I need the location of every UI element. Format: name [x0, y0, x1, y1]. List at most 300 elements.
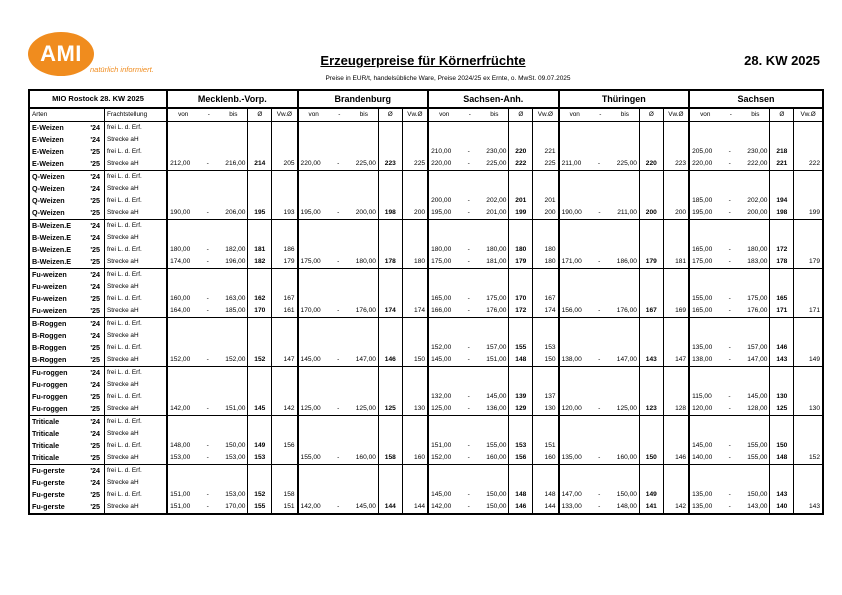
range-dash: - — [728, 148, 731, 155]
freight-term: frei L. d. Erf. — [104, 220, 167, 233]
price-prev-avg — [272, 232, 298, 244]
col-header-von: von — [308, 111, 319, 118]
harvest-year: '24 — [88, 416, 104, 429]
grain-type: Fu-roggen — [29, 403, 88, 416]
price-range — [298, 269, 379, 282]
col-header-dash: - — [207, 111, 210, 118]
price-range — [428, 403, 509, 416]
range-dash: - — [337, 503, 340, 510]
range-dash: - — [206, 209, 209, 216]
price-prev-avg — [272, 220, 298, 233]
price-prev-avg — [533, 477, 559, 489]
grain-type: B-Roggen — [29, 354, 88, 367]
price-to: 160,00 — [616, 454, 637, 461]
price-avg — [509, 171, 533, 184]
price-range — [298, 489, 379, 501]
price-table-body — [29, 90, 823, 514]
price-range-wrap — [431, 244, 506, 256]
price-avg — [378, 232, 402, 244]
table-row — [29, 256, 823, 269]
table-row — [29, 489, 823, 501]
price-range — [298, 391, 379, 403]
price-from: 147,00 — [561, 491, 582, 498]
price-from: 152,00 — [431, 344, 452, 351]
price-range — [298, 134, 379, 146]
price-range-wrap — [301, 501, 376, 513]
price-avg — [639, 195, 663, 207]
price-avg — [639, 416, 663, 429]
price-range-wrap — [692, 403, 767, 415]
price-prev-avg: 181 — [663, 256, 689, 269]
price-prev-avg: 151 — [272, 501, 298, 514]
price-avg: 214 — [248, 158, 272, 171]
logo-slogan: natürlich informiert. — [90, 65, 154, 74]
region-header: Sachsen — [689, 90, 823, 108]
price-prev-avg — [533, 318, 559, 331]
price-prev-avg — [402, 440, 428, 452]
price-range — [428, 318, 509, 331]
price-prev-avg — [533, 428, 559, 440]
price-range — [689, 220, 770, 233]
price-from: 180,00 — [431, 246, 452, 253]
price-avg — [770, 171, 794, 184]
price-range — [167, 220, 248, 233]
grain-type: Q-Weizen — [29, 183, 88, 195]
price-avg — [378, 244, 402, 256]
price-prev-avg — [402, 244, 428, 256]
price-range-wrap — [301, 354, 376, 366]
price-avg — [378, 440, 402, 452]
price-to: 150,00 — [486, 503, 507, 510]
price-range — [167, 146, 248, 158]
price-range — [689, 403, 770, 416]
price-avg — [639, 171, 663, 184]
price-prev-avg — [402, 367, 428, 380]
price-prev-avg: 200 — [663, 207, 689, 220]
price-avg — [378, 220, 402, 233]
price-prev-avg: 180 — [533, 244, 559, 256]
price-avg — [770, 477, 794, 489]
harvest-year: '25 — [90, 404, 101, 413]
price-avg: 140 — [770, 501, 794, 514]
price-prev-avg: 160 — [402, 452, 428, 465]
price-range — [167, 293, 248, 305]
price-from: 190,00 — [561, 209, 582, 216]
col-header-von-bis — [689, 108, 770, 122]
price-range-wrap — [562, 256, 637, 268]
price-to: 225,00 — [616, 160, 637, 167]
price-to: 201,00 — [486, 209, 507, 216]
price-range — [167, 465, 248, 478]
price-range — [689, 158, 770, 171]
price-avg — [378, 416, 402, 429]
price-range — [167, 477, 248, 489]
price-note — [0, 75, 842, 82]
price-avg: 170 — [248, 305, 272, 318]
price-to: 175,00 — [747, 295, 768, 302]
price-prev-avg: 225 — [402, 158, 428, 171]
price-to: 216,00 — [225, 160, 246, 167]
price-range — [298, 183, 379, 195]
col-header-avg: Ø — [378, 108, 402, 122]
range-dash: - — [728, 454, 731, 461]
price-range-wrap — [301, 452, 376, 464]
price-prev-avg: 137 — [533, 391, 559, 403]
price-from: 165,00 — [431, 295, 452, 302]
price-prev-avg — [533, 379, 559, 391]
price-to: 147,00 — [355, 356, 376, 363]
price-avg — [770, 367, 794, 380]
range-dash: - — [467, 295, 470, 302]
col-header-von: von — [178, 111, 189, 118]
price-avg — [509, 379, 533, 391]
price-avg — [770, 269, 794, 282]
range-dash: - — [728, 393, 731, 400]
price-range-wrap — [692, 391, 767, 403]
price-range — [559, 207, 640, 220]
price-range-wrap — [692, 440, 767, 452]
price-avg — [248, 269, 272, 282]
price-prev-avg — [663, 171, 689, 184]
price-range-wrap — [562, 207, 637, 219]
range-dash: - — [728, 295, 731, 302]
col-header-prev-avg: Vw.Ø — [402, 108, 428, 122]
table-row — [29, 428, 823, 440]
corner-label: MIO Rostock 28. KW 2025 — [29, 90, 167, 108]
grain-type: Fu-gerste — [29, 489, 88, 501]
price-from: 175,00 — [431, 258, 452, 265]
price-avg: 144 — [378, 501, 402, 514]
price-avg: 172 — [770, 244, 794, 256]
freight-term: Strecke aH — [104, 354, 167, 367]
price-range — [428, 501, 509, 514]
price-avg — [378, 367, 402, 380]
price-range — [298, 416, 379, 429]
freight-term: Strecke aH — [104, 330, 167, 342]
price-range-wrap — [692, 293, 767, 305]
price-from: 145,00 — [431, 356, 452, 363]
table-row — [29, 305, 823, 318]
col-header-von: von — [569, 111, 580, 118]
harvest-year: '25 — [90, 441, 101, 450]
price-avg — [639, 367, 663, 380]
price-range — [559, 158, 640, 171]
grain-type: E-Weizen — [29, 158, 88, 171]
price-avg — [248, 171, 272, 184]
price-prev-avg — [663, 477, 689, 489]
price-to: 206,00 — [225, 209, 246, 216]
harvest-year: '24 — [90, 233, 101, 242]
price-avg — [639, 220, 663, 233]
freight-term: frei L. d. Erf. — [104, 293, 167, 305]
price-from: 165,00 — [692, 307, 713, 314]
table-row — [29, 195, 823, 207]
price-range — [428, 477, 509, 489]
price-range — [689, 391, 770, 403]
price-prev-avg: 144 — [402, 501, 428, 514]
range-dash: - — [728, 405, 731, 412]
col-header-bis: bis — [229, 111, 238, 118]
price-avg — [639, 318, 663, 331]
price-range — [167, 342, 248, 354]
price-from: 195,00 — [431, 209, 452, 216]
price-avg: 223 — [378, 158, 402, 171]
price-prev-avg: 167 — [533, 293, 559, 305]
range-dash: - — [467, 442, 470, 449]
price-prev-avg — [402, 477, 428, 489]
price-range — [689, 207, 770, 220]
price-prev-avg: 160 — [533, 452, 559, 465]
price-prev-avg — [272, 318, 298, 331]
range-dash: - — [598, 356, 601, 363]
price-range — [167, 428, 248, 440]
price-avg — [248, 183, 272, 195]
price-from: 145,00 — [300, 356, 321, 363]
price-range — [298, 158, 379, 171]
price-range — [559, 134, 640, 146]
price-to: 147,00 — [747, 356, 768, 363]
price-avg: 199 — [509, 207, 533, 220]
price-avg — [770, 379, 794, 391]
table-row — [29, 207, 823, 220]
price-avg — [378, 146, 402, 158]
freight-term: frei L. d. Erf. — [104, 122, 167, 135]
price-avg: 156 — [509, 452, 533, 465]
price-range — [559, 452, 640, 465]
table-row — [29, 452, 823, 465]
range-dash: - — [467, 344, 470, 351]
price-avg — [378, 269, 402, 282]
price-prev-avg: 147 — [663, 354, 689, 367]
range-dash: - — [728, 503, 731, 510]
price-to: 225,00 — [355, 160, 376, 167]
price-prev-avg — [533, 465, 559, 478]
price-to: 145,00 — [486, 393, 507, 400]
price-range — [689, 465, 770, 478]
price-from: 155,00 — [692, 295, 713, 302]
price-range-wrap — [562, 354, 637, 366]
price-range — [167, 134, 248, 146]
price-range — [298, 281, 379, 293]
range-dash: - — [206, 295, 209, 302]
price-avg — [248, 330, 272, 342]
harvest-year: '25 — [90, 196, 101, 205]
price-prev-avg: 150 — [402, 354, 428, 367]
price-prev-avg — [402, 318, 428, 331]
price-range — [167, 403, 248, 416]
price-avg: 162 — [248, 293, 272, 305]
price-to: 222,00 — [747, 160, 768, 167]
price-from: 160,00 — [170, 295, 191, 302]
price-prev-avg: 142 — [272, 403, 298, 416]
harvest-year: '25 — [90, 343, 101, 352]
harvest-year: '24 — [88, 122, 104, 135]
range-dash: - — [598, 307, 601, 314]
table-row — [29, 477, 823, 489]
freight-term: Strecke aH — [104, 501, 167, 514]
price-prev-avg: 161 — [272, 305, 298, 318]
price-range — [559, 183, 640, 195]
price-avg — [770, 465, 794, 478]
price-avg — [378, 391, 402, 403]
price-avg: 220 — [639, 158, 663, 171]
price-avg — [248, 195, 272, 207]
price-from: 190,00 — [170, 209, 191, 216]
freight-term: frei L. d. Erf. — [104, 146, 167, 158]
grain-type: B-Roggen — [29, 342, 88, 354]
price-range-wrap — [170, 354, 245, 366]
freight-term: frei L. d. Erf. — [104, 391, 167, 403]
price-prev-avg — [794, 440, 823, 452]
price-avg: 125 — [378, 403, 402, 416]
price-avg: 149 — [639, 489, 663, 501]
price-to: 186,00 — [616, 258, 637, 265]
price-prev-avg: 147 — [272, 354, 298, 367]
price-from: 135,00 — [692, 503, 713, 510]
price-range — [559, 501, 640, 514]
price-prev-avg: 180 — [402, 256, 428, 269]
price-prev-avg: 221 — [533, 146, 559, 158]
range-dash: - — [337, 356, 340, 363]
price-range — [559, 171, 640, 184]
price-range-wrap — [431, 293, 506, 305]
price-avg: 143 — [770, 489, 794, 501]
col-header-prev-avg: Vw.Ø — [533, 108, 559, 122]
grain-type: B-Weizen.E — [29, 256, 88, 269]
price-avg — [509, 477, 533, 489]
price-range — [167, 318, 248, 331]
price-prev-avg — [794, 293, 823, 305]
col-header-von: von — [700, 111, 711, 118]
price-prev-avg — [663, 269, 689, 282]
freight-term: frei L. d. Erf. — [104, 489, 167, 501]
col-header-von-bis — [298, 108, 379, 122]
price-prev-avg — [794, 220, 823, 233]
price-range — [428, 232, 509, 244]
price-prev-avg — [794, 183, 823, 195]
price-range — [428, 428, 509, 440]
freight-term: Strecke aH — [104, 134, 167, 146]
price-avg: 153 — [509, 440, 533, 452]
range-dash: - — [728, 258, 731, 265]
price-from: 195,00 — [300, 209, 321, 216]
price-prev-avg — [272, 171, 298, 184]
price-range — [428, 391, 509, 403]
price-range-wrap — [431, 256, 506, 268]
price-range — [298, 477, 379, 489]
price-range — [428, 122, 509, 135]
price-range — [559, 122, 640, 135]
price-prev-avg — [794, 232, 823, 244]
price-avg: 182 — [248, 256, 272, 269]
price-prev-avg: 142 — [663, 501, 689, 514]
price-range-wrap — [692, 195, 767, 207]
price-avg — [509, 134, 533, 146]
price-range-wrap — [170, 256, 245, 268]
harvest-year: '24 — [88, 465, 104, 478]
logo-text: AMI — [40, 41, 82, 66]
price-range — [428, 134, 509, 146]
price-range-wrap — [692, 256, 767, 268]
price-from: 151,00 — [431, 442, 452, 449]
freight-term: Strecke aH — [104, 379, 167, 391]
price-prev-avg — [663, 379, 689, 391]
grain-type: Fu-weizen — [29, 281, 88, 293]
price-avg — [639, 232, 663, 244]
price-range — [167, 269, 248, 282]
price-range-wrap — [301, 158, 376, 170]
price-range — [689, 367, 770, 380]
price-prev-avg — [402, 232, 428, 244]
freight-term: frei L. d. Erf. — [104, 171, 167, 184]
price-avg: 221 — [770, 158, 794, 171]
price-prev-avg: 130 — [402, 403, 428, 416]
price-prev-avg — [402, 391, 428, 403]
price-prev-avg — [794, 391, 823, 403]
price-avg: 123 — [639, 403, 663, 416]
grain-type: Fu-weizen — [29, 269, 88, 282]
region-header: Thüringen — [559, 90, 690, 108]
grain-type: E-Weizen — [29, 146, 88, 158]
range-dash: - — [337, 209, 340, 216]
price-range-wrap — [692, 342, 767, 354]
price-to: 181,00 — [486, 258, 507, 265]
col-header-arten: Arten — [29, 108, 104, 122]
price-range — [428, 465, 509, 478]
price-prev-avg — [402, 220, 428, 233]
price-range — [167, 195, 248, 207]
table-row — [29, 158, 823, 171]
price-range — [428, 195, 509, 207]
price-prev-avg — [402, 428, 428, 440]
price-avg: 129 — [509, 403, 533, 416]
freight-term: Strecke aH — [104, 428, 167, 440]
price-to: 153,00 — [225, 491, 246, 498]
price-range-wrap — [170, 293, 245, 305]
price-prev-avg — [272, 281, 298, 293]
price-range — [559, 428, 640, 440]
col-header-dash: - — [338, 111, 341, 118]
range-dash: - — [206, 307, 209, 314]
price-range-wrap — [170, 158, 245, 170]
price-range — [689, 171, 770, 184]
price-range-wrap — [431, 440, 506, 452]
price-range-wrap — [431, 158, 506, 170]
price-prev-avg: 150 — [533, 354, 559, 367]
price-to: 175,00 — [486, 295, 507, 302]
price-prev-avg: 152 — [794, 452, 823, 465]
price-to: 182,00 — [225, 246, 246, 253]
price-from: 142,00 — [170, 405, 191, 412]
price-from: 205,00 — [692, 148, 713, 155]
price-range — [167, 489, 248, 501]
price-range — [559, 244, 640, 256]
price-avg: 153 — [248, 452, 272, 465]
price-range — [298, 440, 379, 452]
col-header-bis: bis — [620, 111, 629, 118]
col-header-prev-avg: Vw.Ø — [663, 108, 689, 122]
price-prev-avg: 200 — [402, 207, 428, 220]
price-range — [167, 256, 248, 269]
price-range-wrap — [301, 256, 376, 268]
freight-term: Strecke aH — [104, 183, 167, 195]
price-range-wrap — [170, 403, 245, 415]
price-avg — [639, 293, 663, 305]
price-range — [167, 354, 248, 367]
price-avg — [378, 171, 402, 184]
price-range — [428, 489, 509, 501]
table-row — [29, 293, 823, 305]
